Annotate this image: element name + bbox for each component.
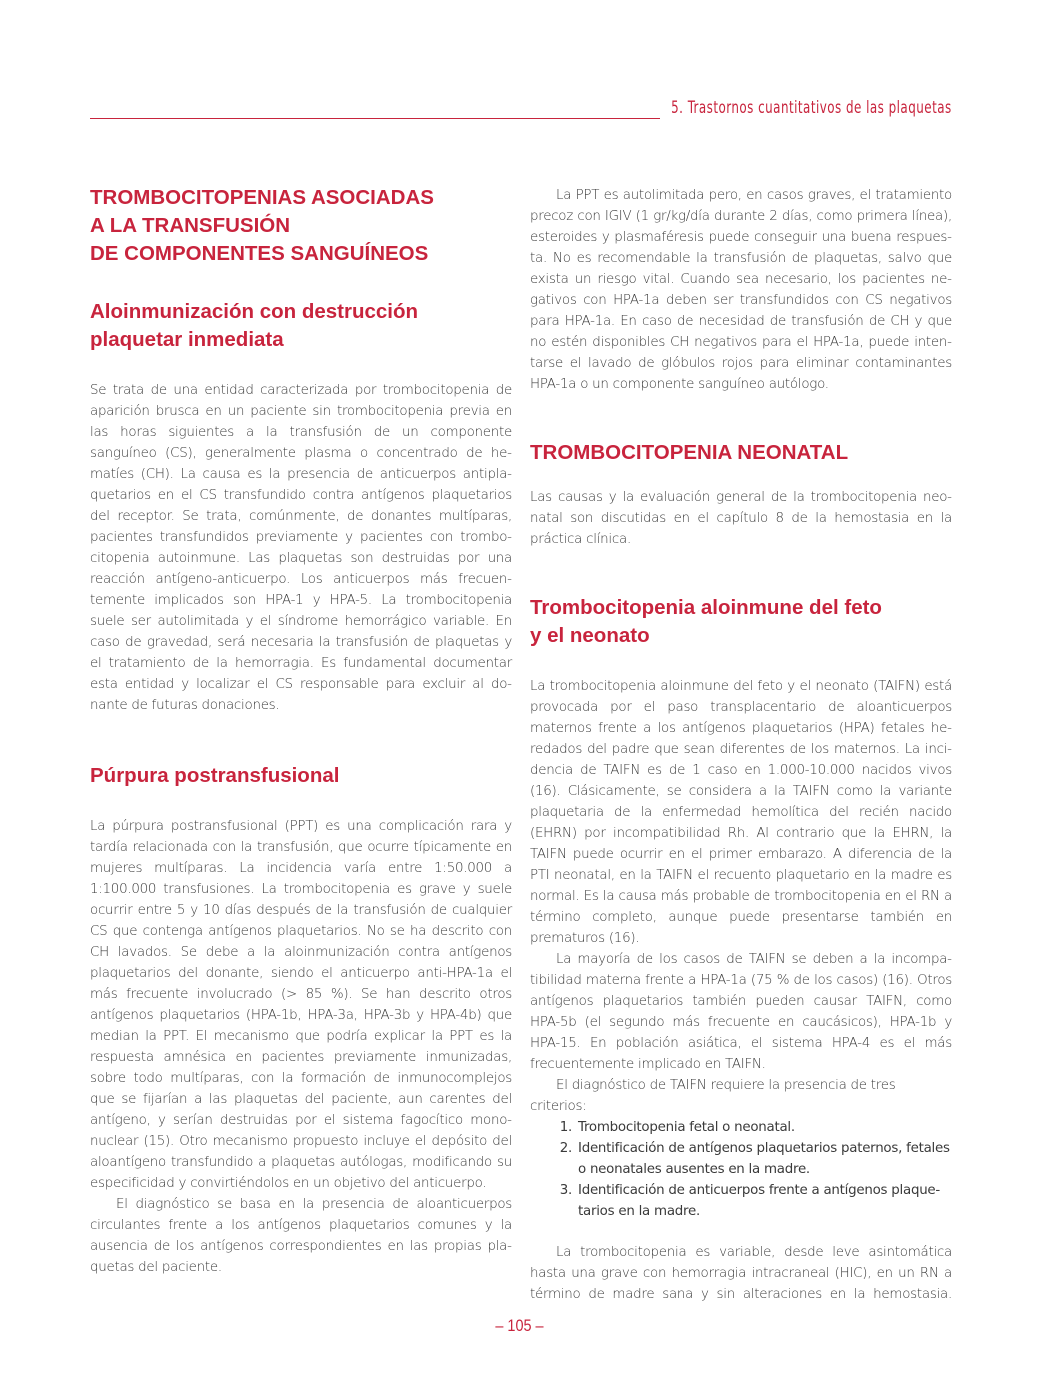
page-number: – 105 – xyxy=(495,1316,544,1335)
header-rule xyxy=(90,118,660,119)
heading-line: plaquetar inmediata xyxy=(90,328,284,351)
paragraph-taifn-2: La mayoría de los casos de TAIFN se deben a la incompatibilidad materna frente a HPA-1a (75 % de los casos) (16). Otros antígenos plaquetarios también pueden causar TAIFN, como HPA-5b (el segundo más frecuente en caucásicos), HPA-1b y HPA-15. En población asiática, el sistema HPA-4 es el más frecuentemente implicado en TAIFN. xyxy=(530,952,952,1072)
paragraph-aloinmunizacion: Se trata de una entidad caracterizada por trombocitopenia de aparición brusca en un paciente sin trombocitopenia previa en las horas siguientes a la transfusión de un componente sanguíneo (CS), generalmente plasma o concentrado de hematíes (CH). La causa es la presencia de anticuerpos antiplaquetarios en el CS transfundido contra antígenos plaquetarios del receptor. Se trata, comúnmente, de donantes multíparas, pacientes transfundidos previamente y pacientes con trombocitopenia autoinmune. Las plaquetas son destruidas por una reacción antígeno-anticuerpo. Los anticuerpos más frecuentemente implicados son HPA-1 y HPA-5. La trombocitopenia suele ser autolimitada y el síndrome hemorrágico variable. En caso de gravedad, será necesaria la transfusión de plaquetas y el tratamiento de la hemorragia. Es fundamental documentar esta entidad y localizar el CS responsable para excluir al donante de futuras donaciones. xyxy=(90,383,512,713)
heading-line: TROMBOCITOPENIAS ASOCIADAS xyxy=(90,186,434,209)
paragraph-ppt-treatment: La PPT es autolimitada pero, en casos graves, el tratamiento precoz con IGIV (1 gr/kg/día durante 2 días, como primera línea), esteroides y plasmaféresis puede conseguir una buena respuesta. No es recomendable la transfusión de plaquetas, salvo que exista un riesgo vital. Cuando sea necesario, los pacientes negativos con HPA-1a deben ser transfundidos con CS negativos para HPA-1a. En caso de necesidad de transfusión de CH y que no estén disponibles CH negativos para el HPA-1a, puede intentarse el lavado de glóbulos rojos para eliminar contaminantes HPA-1a o un componente sanguíneo autólogo. xyxy=(530,188,952,392)
heading-line: Trombocitopenia aloinmune del feto xyxy=(530,596,882,619)
heading-line: DE COMPONENTES SANGUÍNEOS xyxy=(90,242,429,265)
left-column xyxy=(90,180,512,1278)
heading-line: A LA TRANSFUSIÓN xyxy=(90,214,291,237)
paragraph-taifn-4: La trombocitopenia es variable, desde leve asintomática hasta una grave con hemorragia intracraneal (HIC), en un RN a término de madre sana y sin alteraciones en la hemostasia. xyxy=(530,1245,952,1302)
subsection-heading-aloinmunizacion xyxy=(90,298,512,354)
paragraph-taifn-3: El diagnóstico de TAIFN requiere la presencia de tres criterios: xyxy=(530,1078,896,1114)
heading-line: Aloinmunización con destrucción xyxy=(90,300,419,323)
paragraph-taifn-1: La trombocitopenia aloinmune del feto y el neonato (TAIFN) está provocada por el paso transplacentario de aloanticuerpos maternos frente a los antígenos plaquetarios (HPA) fetales heredados del padre que sean diferentes de los maternos. La incidencia de TAIFN es de 1 caso en 1.000-10.000 nacidos vivos (16). Clásicamente, se considera a la TAIFN como la variante plaquetaria de la enfermedad hemolítica del recién nacido (EHRN) por incompatibilidad Rh. Al contrario que la EHRN, la TAIFN puede ocurrir en el primer embarazo. A diferencia de la PTI neonatal, en la TAIFN el recuento plaquetario en la madre es normal. Es la causa más probable de trombocitopenia en el RN a término completo, aunque puede presentarse también en prematuros (16). xyxy=(530,679,952,946)
paragraph-neonatal: Las causas y la evaluación general de la trombocitopenia neonatal son discutidas en el capítulo 8 de la hemostasia en la práctica clínica. xyxy=(530,490,952,547)
criteria-item: 2. Identificación de antígenos plaquetarios paternos, fetales o neonatales ausentes en la madre. xyxy=(576,1138,952,1180)
criteria-item: 3. Identificación de anticuerpos frente a antígenos plaquetarios en la madre. xyxy=(576,1180,952,1222)
section-heading-neonatal: TROMBOCITOPENIA NEONATAL xyxy=(530,441,849,464)
chapter-title: 5. Trastornos cuantitativos de las plaquetas xyxy=(671,98,952,118)
right-column xyxy=(530,180,952,1305)
paragraph-purpura-1: La púrpura postransfusional (PPT) es una complicación rara y tardía relacionada con la transfusión, que ocurre típicamente en mujeres multíparas. La incidencia varía entre 1:50.000 a 1:100.000 transfusiones. La trombocitopenia es grave y suele ocurrir entre 5 y 10 días después de la transfusión de cualquier CS que contenga antígenos plaquetarios. No se ha descrito con CH lavados. Se debe a la aloinmunización contra antígenos plaquetarios del donante, siendo el anticuerpo anti-HPA-1a el más frecuente involucrado (> 85 %). Se han descrito otros antígenos plaquetarios (HPA-1b, HPA-3a, HPA-3b y HPA-4b) que median la PPT. El mecanismo que podría explicar la PPT es la respuesta amnésica en pacientes previamente inmunizadas, sobre todo multíparas, con la formación de inmunocomplejos que se fijarían a las plaquetas del paciente, aun carentes del antígeno, y serían destruidas por el sistema fagocítico mononuclear (15). Otro mecanismo propuesto incluye el depósito del aloantígeno transfundido a plaquetas autólogas, modificando su especificidad y convirtiéndolos en un objetivo del anticuerpo. xyxy=(90,819,512,1191)
diagnostic-criteria-list xyxy=(530,1117,952,1222)
criteria-item: 1. Trombocitopenia fetal o neonatal. xyxy=(576,1117,952,1138)
running-header xyxy=(90,98,952,122)
section-heading-transfusion xyxy=(90,184,512,268)
heading-line: y el neonato xyxy=(530,624,650,647)
paragraph-purpura-2: El diagnóstico se basa en la presencia de aloanticuerpos circulantes frente a los antígenos plaquetarios comunes y la ausencia de los antígenos correspondientes en las propias plaquetas del paciente. xyxy=(90,1197,512,1275)
subsection-heading-taifn xyxy=(530,594,952,650)
subsection-heading-purpura: Púrpura postransfusional xyxy=(90,764,340,787)
